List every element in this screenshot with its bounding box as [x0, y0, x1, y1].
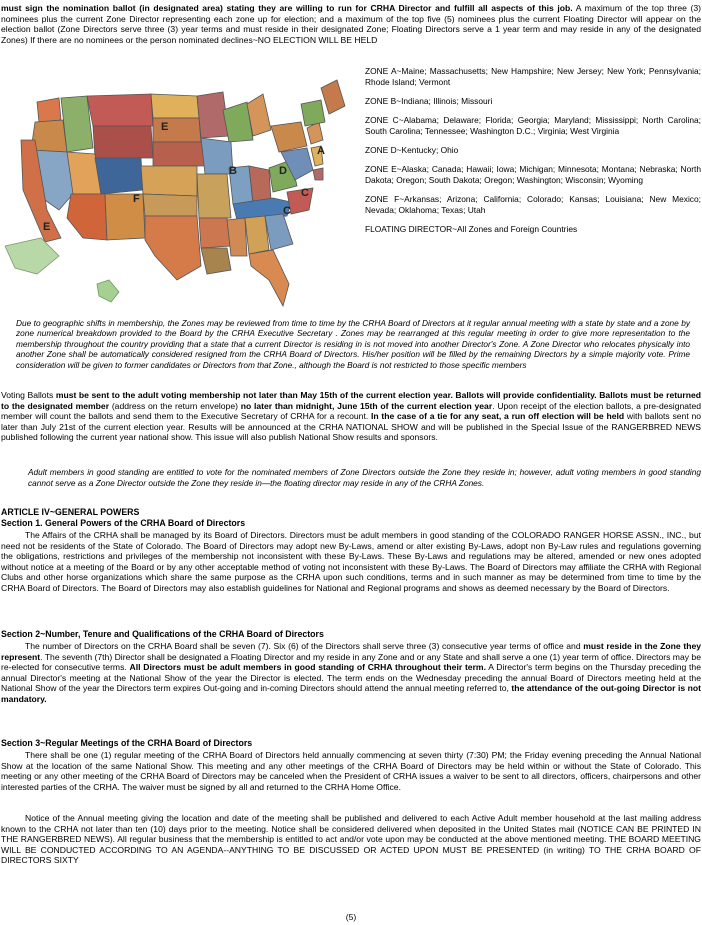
section-3-paragraph-1: There shall be one (1) regular meeting of the CRHA Board of Directors held annually commencing at seven thirty (7:30) PM; the Friday evening preceding the Annual National Show at the location of the same National Show. This meeting and any other meetings of the CRHA Board of Directors may be held within or without the State of Colorado. This meeting or any other meeting of the CRHA Board of Directors may be canceled when the President of CRHA issues a waiver to be sent to all directors, officers, chairpersons and other interested parties of the CRHA. The waiver must be signed by all and returned to the CRHA Home Office. — [1, 750, 701, 792]
adult-members-note: Adult members in good standing are entitled to vote for the nominated members of Zone Directors outside the Zone they reside in; however, adult voting members in good standing cannot serve as a Zone Director outside the Zone they reside in—the floating director may reside in any of the CRHA Zones. — [28, 467, 701, 488]
ballots-bold-2: no later than midnight, June 15th of the current election year — [240, 400, 493, 411]
zone-map — [1, 70, 359, 308]
map-zone-label-f: F — [133, 193, 140, 205]
ballots-bold-1: must be sent to the adult voting membership not later than May 15th of the current election year. Ballots will provide confidentiality. Ballots must be returned to the designated member — [1, 390, 701, 411]
sec2-bold-3: the attendance of the out-going Director is not mandatory. — [1, 683, 701, 704]
map-zone-label-d: D — [279, 165, 287, 177]
section-1-title: Section 1. General Powers of the CRHA Board of Directors — [1, 518, 246, 528]
geo-shift-note: Due to geographic shifts in membership, the Zones may be reviewed from time to time by the CRHA Board of Directors at it regular annual meeting with a state by state and a zone by zone numerical breakdown provided to the Board by the CRHA Executive Secretary . Zones may be rearranged at this regular meeting in order to give more representation to the membership throughout the country providing that a state that a current Director is residing in is not moved into another Director's Zone. A Zone Director who relocates physically into another Zone shall be automatically considered resigned from the CRHA Board of Directors. His/her position will be filled by the remaining Directors by a simple majority vote. Prime consideration will be given to former candidates or Directors from that Zone., although the Board is not restricted to those specific members — [16, 318, 690, 370]
section-3-paragraph-2: Notice of the Annual meeting giving the location and date of the meeting shall be published and delivered to each Active Adult member household at the last mailing address known to the CRHA not later than ten (10) days prior to the meeting. Notice shall be considered delivered when deposited in the United States mail (NOTICE CAN BE PRINTED IN THE RANGERBRED NEWS). All regular business that the membership is entitled to act and/or vote upon may be conducted at the above mentioned meeting. THE BOARD MEETING WILL BE CONDUCTED ACCORDING TO AN AGENDA--ANYTHING TO BE DISCUSSED OR ACTED UPON MUST BE PRESENTED (in writing) TO THE CRHA BOARD OF DIRECTORS SIXTY — [1, 813, 701, 866]
zone-floating: FLOATING DIRECTOR~All Zones and Foreign Countries — [365, 224, 578, 234]
ballots-text-4: with ballots sent no later than July 21st of the current election year. Results will be announced at the CRHA NATIONAL SHOW and will be published in the Special Issue of the RANGERBRED NEWS published following the current year national show. This issue will also publish National Show results and sponsors. — [1, 411, 702, 443]
alaska-shape — [5, 238, 59, 274]
sec2-text-3: A Director's term begins on the Thursday preceding the annual Director's meeting at the National Show of the year the Director is elected. The term ends on the Wednesday preceding the annual Board of Directors meeting held at the National Show of the year the Directors term expires Out-going and in-coming Directors should attend the annual meeting referred to, — [1, 662, 701, 694]
sec2-bold-2: All Directors must be adult members in good standing of CRHA throughout their term. — [129, 662, 486, 673]
hawaii-shape — [97, 280, 119, 302]
zone-b: ZONE B~Indiana; Illinois; Missouri — [365, 96, 493, 106]
map-states — [21, 80, 345, 306]
zone-a: ZONE A~Maine; Massachusetts; New Hampshire; New Jersey; New York; Pennsylvania; Rhode Island; Vermont — [365, 66, 701, 87]
sec2-text-1: The number of Directors on the CRHA Board shall be seven (7). Six (6) of the Directors shall serve three (3) consecutive year terms of office and — [25, 641, 584, 651]
section-2-body — [1, 641, 701, 705]
ballots-text-1: Voting Ballots — [1, 390, 56, 400]
zone-f: ZONE F~Arkansas; Arizona; California; Colorado; Kansas; Louisiana; New Mexico; Nevada; Oklahoma; Texas; Utah — [365, 194, 701, 215]
map-zone-label-c: C — [301, 187, 309, 199]
map-zone-label-e: E — [161, 121, 169, 133]
map-zone-label-e-alaska: E — [43, 221, 51, 233]
zone-c: ZONE C~Alabama; Delaware; Florida; Georgia; Maryland; Mississippi; North Carolina; South Carolina; Tennessee; Washington D.C.; Virginia; West Virginia — [365, 115, 701, 136]
intro-bold-lead: must sign the nomination ballot (in designated area) stating they are willing to run for CRHA Director and fulfill all aspects of this job. — [1, 3, 573, 13]
zone-list — [365, 66, 701, 243]
section-1-body: The Affairs of the CRHA shall be managed by its Board of Directors. Directors must be adult members in good standing of the COLORADO RANGER HORSE ASSN., INC., but need not be residents of the State of Colorado. The Board of Directors may adopt new By-Laws, amend or alter existing By-Laws, adopt non By-Law rules and regulations governing the obligations, restrictions and privileges of the membership not inconsistent with these By-Laws. These By-Laws and regulations may be altered, amended or new ones adopted without notice at a meeting of the Board or by any other acceptable method of voting not inconsistent with these By-Laws. The Board of Directors may affiliate the CRHA with Regional Clubs and other horse organizations which share the same purpose as the CRHA upon such conditions, terms and in such manner as may be determined from time to time by the CRHA Board of Directors. The Board of Directors may also establish guidelines for National and Regional programs and shows as deemed necessary by the Board of Directors. — [1, 530, 701, 593]
section-2-title: Section 2~Number, Tenure and Qualifications of the CRHA Board of Directors — [1, 629, 324, 639]
intro-paragraph — [1, 3, 701, 45]
map-zone-label-a: A — [317, 145, 325, 157]
article-title: ARTICLE IV~GENERAL POWERS — [1, 507, 140, 517]
page-number: (5) — [345, 912, 357, 922]
sec2-text-2: . The seventh (7th) Director shall be designated a Floating Director and my reside in any Zone and or any State and shall serve a one (1) year term of office. Directors may be re-elected for consecutive terms. — [1, 651, 701, 673]
sec2-bold-1: must reside in the Zone they represent — [1, 641, 702, 662]
ballots-text-2: (address on the return envelope) — [109, 400, 241, 411]
map-zone-label-c-south: C — [283, 205, 291, 217]
ballots-paragraph — [1, 390, 701, 443]
ballots-bold-3: In the case of a tie for any seat, a run off election will be held — [370, 411, 625, 422]
zone-d: ZONE D~Kentucky; Ohio — [365, 145, 459, 155]
section-3-title: Section 3~Regular Meetings of the CRHA Board of Directors — [1, 738, 253, 748]
map-zone-label-b: B — [229, 165, 237, 177]
zone-e: ZONE E~Alaska; Canada; Hawaii; Iowa; Michigan; Minnesota; Montana; Nebraska; North Dakota; Oregon; South Dakota; Oregon; Washington; Wisconsin; Wyoming — [365, 164, 701, 185]
ballots-text-3: . Upon receipt of the election ballots, a pre-designated member will count the ballots and send them to the Executive Secretary of CRHA for a recount. — [1, 400, 702, 422]
intro-rest: A maximum of the top three (3) nominees plus the current Zone Director representing each zone up for election; and a maximum of the top five (5) nominees plus the current Floating Director will appear on the election ballot (Zone Directors serve three (3) year terms and must reside in their designated Zone; Floating Directors serve a 1 year term and may reside in any of the designated Zones) If there are no nominees or the person nominated declines~NO ELECTION WILL BE HELD — [1, 3, 701, 45]
